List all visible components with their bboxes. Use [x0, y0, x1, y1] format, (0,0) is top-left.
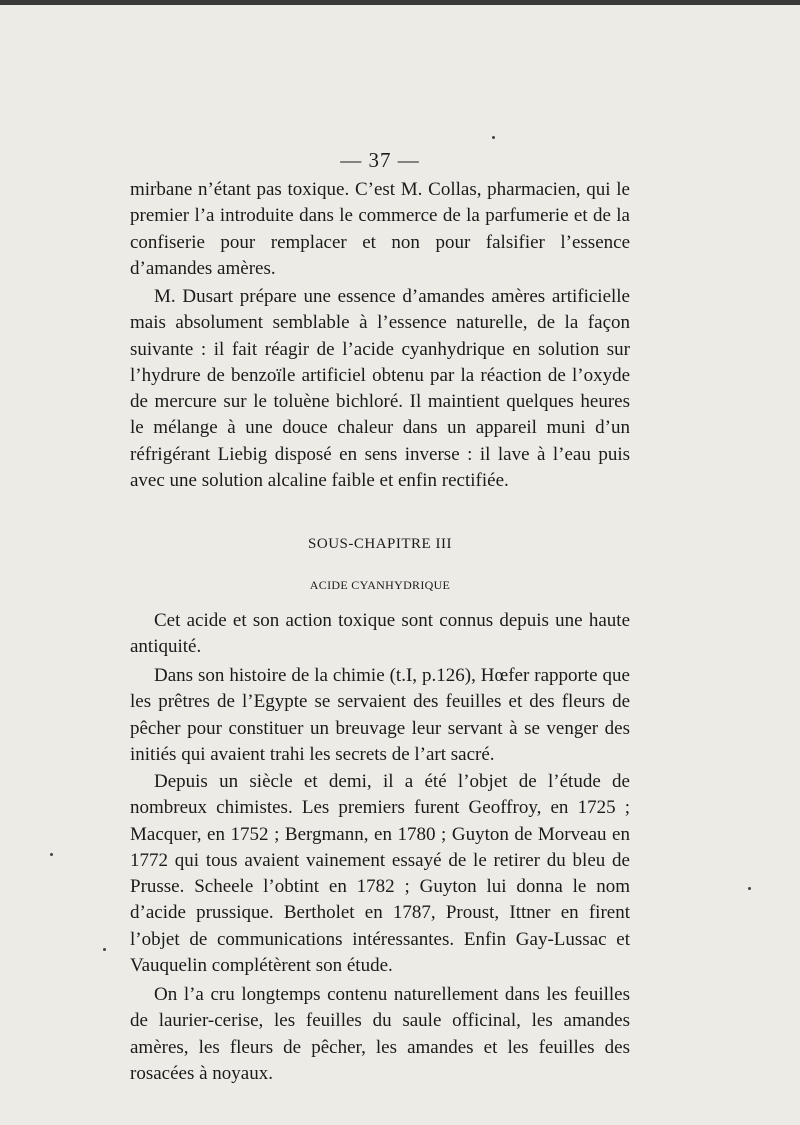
chapter-heading: SOUS-CHAPITRE III [308, 536, 452, 552]
paragraph-antiquity: Cet acide et son action toxique sont connus depuis une haute antiquité. [130, 610, 630, 658]
print-speck [748, 887, 751, 890]
paragraph-history: Depuis un siècle et demi, il a été l’objet de l’étude de nombreux chimistes. Les premiers furent Geoffroy, en 1725 ; Macquer, en 1752 ; Bergmann, en 1780 ; Guyton de Morveau en 1772 qui tous avaient vainement essayé de le retirer du bleu de Prusse. Scheele l’obtint en 1782 ; Guyton lui donna le nom d’acide prussique. Bertholet en 1787, Proust, Ittner en firent l’objet de communications intéressantes. Enfin Gay-Lussac et Vauquelin complétèrent son étude. [130, 771, 630, 977]
print-speck [492, 136, 495, 139]
section-heading: ACIDE CYANHYDRIQUE [309, 578, 451, 592]
page-number: — 37 — [340, 148, 420, 172]
print-speck [103, 948, 106, 951]
page-top-border [0, 0, 800, 5]
paragraph-natural-sources: On l’a cru longtemps contenu naturellement dans les feuilles de laurier-cerise, les feuilles du saule officinal, les amandes amères, les fleurs de pêcher, les amandes et les feuilles des rosacées à noyaux. [130, 984, 630, 1084]
print-speck [50, 853, 53, 856]
paragraph-dusart: M. Dusart prépare une essence d’amandes amères artificielle mais absolument semblable à l’essence naturelle, de la façon suivante : il fait réagir de l’acide cyanhydrique en solution sur l’hydrure de benzoïle artificiel obtenu par la réaction de l’oxyde de mercure sur le toluène bichloré. Il maintient quelques heures le mélange à une douce chaleur dans un appareil muni d’un réfrigérant Liebig disposé en sens inverse : il lave à l’eau puis avec une solution alcaline faible et enfin rectifiée. [130, 286, 630, 492]
paragraph-mirbane: mirbane n’étant pas toxique. C’est M. Collas, pharmacien, qui le premier l’a introduite dans le commerce de la parfumerie et de la confiserie pour remplacer et non pour falsifier l’essence d’amandes amères. [130, 179, 630, 279]
paragraph-hoefer: Dans son histoire de la chimie (t.I, p.126), Hœfer rapporte que les prêtres de l’Egypte se servaient des feuilles et des fleurs de pêcher pour constituer un breuvage leur servant à se venger des initiés qui avaient trahi les secrets de l’art sacré. [130, 665, 630, 765]
